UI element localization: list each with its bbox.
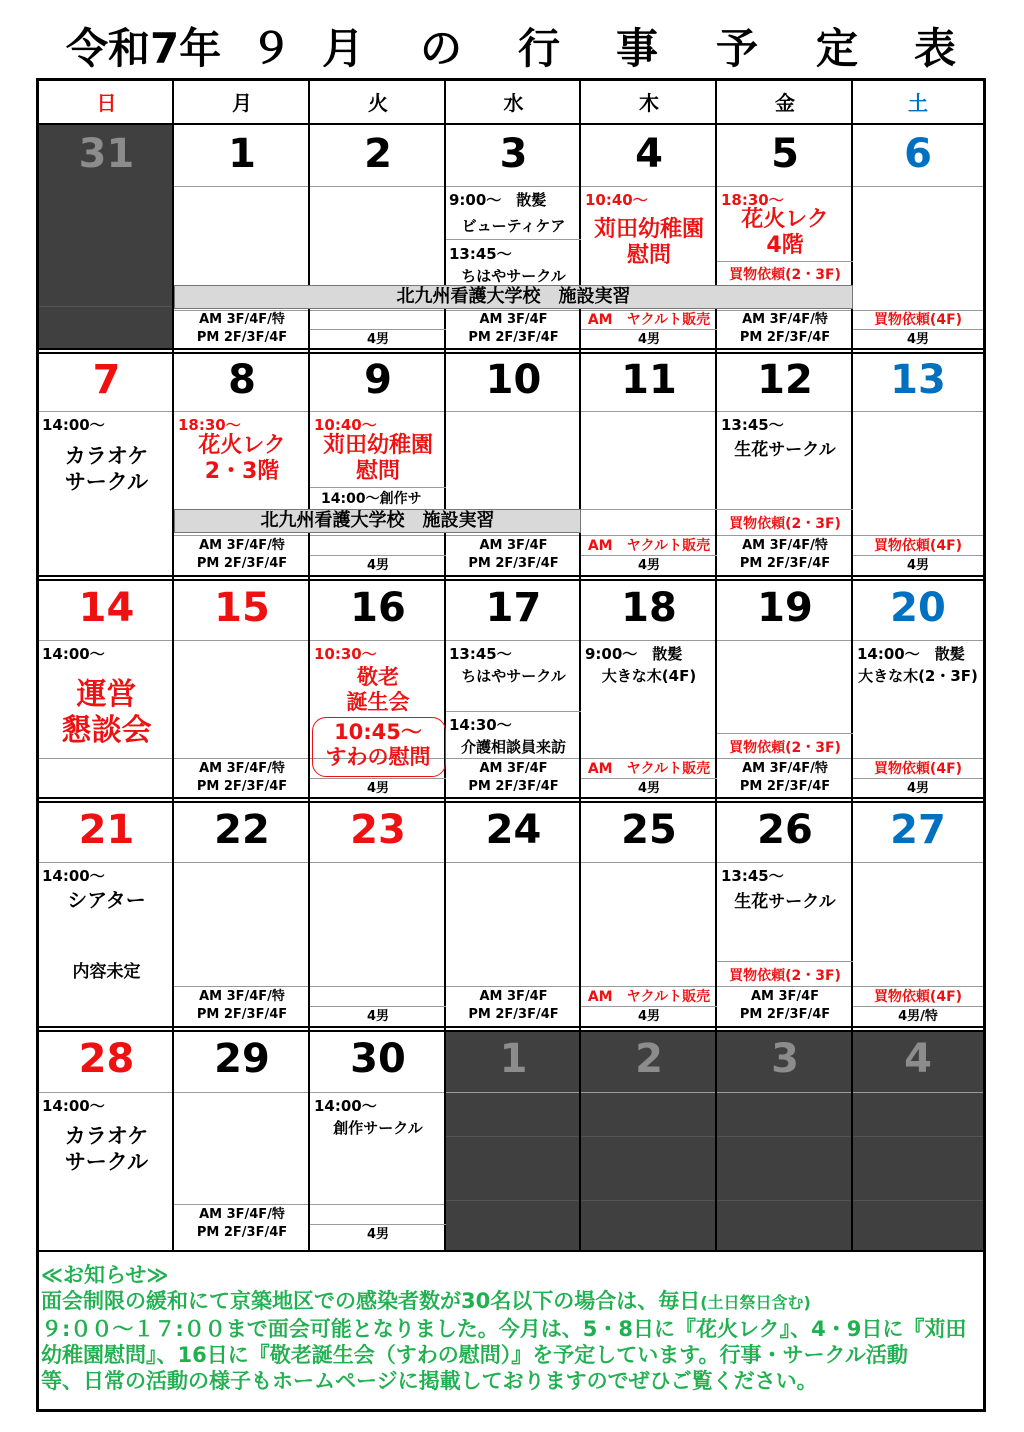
event-time: 18:30～ [721, 191, 784, 209]
title-char: 事 [616, 24, 659, 73]
floor-am: AM 3F/4F [479, 312, 548, 327]
event-name: 苅田幼稚園 [593, 217, 704, 242]
day-number: 4 [904, 1036, 932, 1082]
floor-men: 4男 [366, 332, 390, 347]
floor-am: AM 3F/4F/特 [199, 989, 285, 1004]
event-time: 9:00～ 散髪 [449, 191, 547, 209]
floor-pm: PM 2F/3F/4F [196, 330, 288, 345]
event-time: 14:00～ [42, 867, 105, 885]
floor-pm: PM 2F/3F/4F [468, 556, 559, 571]
floor-men: 4男 [637, 781, 661, 796]
day-number: 12 [757, 357, 813, 403]
floor-pm: PM 2F/3F/4F [196, 1007, 288, 1022]
notice-line: 面会制限の緩和にて京築地区での感染者数が30名以下の場合は、毎日(土日祭日含む) [41, 1289, 811, 1313]
event-name: 大きな木(2・3F) [858, 667, 978, 685]
page-title [0, 20, 1024, 78]
floor-am: AM 3F/4F/特 [199, 761, 285, 776]
day-number: 1 [499, 1036, 528, 1082]
day-number: 25 [621, 807, 677, 853]
shopping-request: 買物依頼(4F) [873, 312, 963, 328]
weekday-thu: 木 [639, 91, 659, 115]
title-char: 予 [716, 24, 759, 73]
event-name: 生花サークル [734, 892, 836, 912]
floor-am: AM 3F/4F [479, 538, 548, 553]
floor-am: AM 3F/4F [479, 761, 548, 776]
day-number: 8 [228, 357, 256, 403]
event-name: 花火レク [741, 207, 829, 232]
event-name: ちはやサークル [461, 267, 566, 285]
event-time: 14:00～ [42, 645, 105, 663]
event-name: ちはやサークル [461, 667, 566, 685]
event-name: 苅田幼稚園 [322, 433, 433, 458]
event-time: 14:00～ [42, 1097, 105, 1115]
floor-men: 4男 [906, 558, 930, 573]
event-name: ビューティケア [461, 217, 566, 235]
floor-am: AM 3F/4F/特 [742, 761, 828, 776]
yakult-sale: AM ヤクルト販売 [587, 538, 711, 554]
event-time: 10:40～ [314, 416, 377, 434]
event-name: 敬老 [357, 665, 399, 689]
notice-box [41, 1262, 981, 1394]
floor-men: 4男 [637, 332, 661, 347]
event-name: 慰問 [626, 243, 671, 268]
shopping-request: 買物依頼(2・3F) [729, 740, 841, 756]
shopping-request: 買物依頼(4F) [873, 761, 963, 777]
day-number: 1 [228, 131, 256, 177]
floor-am: AM 3F/4F/特 [199, 538, 285, 553]
floor-men: 4男 [906, 781, 930, 796]
shopping-request: 買物依頼(2・3F) [729, 516, 841, 532]
floor-pm: PM 2F/3F/4F [196, 556, 288, 571]
day-number: 14 [78, 585, 135, 631]
event-name: 花火レク [198, 433, 286, 458]
title-month: ９ [250, 24, 293, 73]
day-number: 28 [78, 1036, 135, 1082]
day-number: 20 [890, 585, 946, 631]
floor-am: AM 3F/4F/特 [199, 1207, 285, 1222]
yakult-sale: AM ヤクルト販売 [587, 312, 711, 328]
event-time: 10:30～ [314, 645, 377, 663]
event-time: 13:45～ [721, 867, 784, 885]
day-number: 21 [78, 807, 135, 853]
day-number: 24 [485, 807, 542, 853]
floor-pm: PM 2F/3F/4F [468, 779, 559, 794]
event-name: 大きな木(4F) [601, 667, 697, 685]
day-number: 7 [92, 357, 121, 403]
weekday-sun: 日 [96, 91, 117, 115]
event-name: 慰問 [355, 459, 400, 484]
notice-line: 等、日常の活動の様子もホームページに掲載しておりますのでぜひご覧ください。 [41, 1369, 818, 1393]
day-number: 16 [350, 585, 406, 631]
shopping-request: 買物依頼(4F) [873, 989, 963, 1005]
weekday-fri: 金 [775, 91, 795, 115]
title-char: 表 [914, 24, 957, 73]
day-number: 13 [890, 357, 946, 403]
event-name: 4階 [766, 233, 804, 258]
shopping-request: 買物依頼(4F) [873, 538, 963, 554]
event-name: 運営 [76, 677, 137, 712]
nursing-practice-band: 北九州看護大学校 施設実習 [174, 285, 853, 309]
floor-pm: PM 2F/3F/4F [196, 1225, 288, 1240]
event-name: 創作サークル [333, 1119, 423, 1137]
day-number: 26 [757, 807, 813, 853]
day-number: 30 [350, 1036, 406, 1082]
day-number: 6 [904, 131, 932, 177]
day-number: 10 [485, 357, 542, 403]
title-year: 令和7年 [66, 24, 222, 73]
floor-pm: PM 2F/3F/4F [739, 779, 831, 794]
day-number: 15 [214, 585, 270, 631]
yakult-sale: AM ヤクルト販売 [587, 989, 711, 1005]
event-time: 13:45～ [449, 645, 512, 663]
day-number: 29 [214, 1036, 270, 1082]
event-time: 14:30～ [449, 716, 512, 734]
floor-pm: PM 2F/3F/4F [739, 1007, 831, 1022]
day-number: 9 [364, 357, 392, 403]
day-number: 18 [621, 585, 677, 631]
event-name: 10:45～ [334, 720, 422, 744]
floor-men: 4男 [637, 1009, 661, 1024]
title-char: 定 [816, 24, 859, 73]
floor-pm: PM 2F/3F/4F [739, 330, 831, 345]
title-char: の [420, 24, 463, 73]
day-number: 11 [621, 357, 677, 403]
event-time: 18:30～ [178, 416, 241, 434]
event-extra: 14:00～創作サ [321, 491, 422, 507]
yakult-sale: AM ヤクルト販売 [587, 761, 711, 777]
floor-pm: PM 2F/3F/4F [739, 556, 831, 571]
floor-am: AM 3F/4F/特 [742, 312, 828, 327]
weekday-wed: 水 [503, 91, 524, 115]
day-number: 31 [78, 131, 135, 177]
day-number: 3 [771, 1036, 799, 1082]
notice-line: 幼稚園慰問』、16日に『敬老誕生会（すわの慰問）』を予定しています。行事・サークル活動 [41, 1343, 908, 1367]
event-name: シアター [67, 888, 146, 912]
event-name: カラオケ [64, 444, 149, 468]
floor-pm: PM 2F/3F/4F [468, 1007, 559, 1022]
floor-pm: PM 2F/3F/4F [196, 779, 288, 794]
day-number: 27 [890, 807, 946, 853]
floor-pm: PM 2F/3F/4F [468, 330, 559, 345]
floor-men: 4男 [366, 558, 390, 573]
day-number: 22 [214, 807, 270, 853]
floor-am: AM 3F/4F [479, 989, 548, 1004]
event-time: 14:00～ [314, 1097, 377, 1115]
event-time: 13:45～ [449, 245, 512, 263]
floor-am: AM 3F/4F [750, 989, 820, 1004]
event-name: 介護相談員来訪 [460, 738, 566, 756]
weekday-mon: 月 [232, 91, 252, 115]
notice-line: ９:００～１７:００まで面会可能となりました。今月は、5・8日に『花火レク』、4・9日に『苅田 [41, 1317, 967, 1341]
notice-heading: ≪お知らせ≫ [41, 1263, 169, 1287]
event-name: すわの慰問 [325, 745, 431, 769]
floor-am: AM 3F/4F/特 [742, 538, 828, 553]
day-number: 19 [757, 585, 813, 631]
day-number: 17 [485, 585, 542, 631]
day-number: 5 [771, 131, 799, 177]
day-number: 4 [635, 131, 663, 177]
day-number: 3 [499, 131, 528, 177]
event-time: 14:00～ 散髪 [857, 645, 965, 663]
event-time: 14:00～ [42, 416, 105, 434]
floor-men: 4男 [906, 332, 930, 347]
floor-men: 4男 [366, 1227, 390, 1242]
event-time: 10:40～ [585, 191, 648, 209]
title-char: 月 [322, 24, 365, 73]
floor-men: 4男/特 [898, 1009, 938, 1024]
event-name: 生花サークル [734, 440, 836, 460]
calendar [36, 78, 986, 1412]
day-number: 2 [364, 131, 392, 177]
day-number: 23 [350, 807, 406, 853]
event-name: カラオケ [64, 1124, 149, 1148]
event-name: サークル [64, 1150, 149, 1174]
event-time: 13:45～ [721, 416, 784, 434]
floor-am: AM 3F/4F/特 [199, 312, 285, 327]
event-name: 懇談会 [61, 713, 152, 748]
shopping-request: 買物依頼(2・3F) [729, 267, 841, 283]
event-name: 誕生会 [346, 690, 410, 714]
day-number: 2 [635, 1036, 663, 1082]
event-time: 9:00～ 散髪 [585, 645, 683, 663]
event-note: 内容未定 [72, 962, 141, 982]
weekday-tue: 火 [368, 91, 388, 115]
floor-men: 4男 [637, 558, 661, 573]
event-name: サークル [64, 470, 149, 494]
floor-men: 4男 [366, 1009, 390, 1024]
event-name: 2・3階 [204, 459, 280, 484]
shopping-request: 買物依頼(2・3F) [729, 968, 841, 984]
floor-men: 4男 [366, 781, 390, 796]
nursing-practice-band: 北九州看護大学校 施設実習 [174, 509, 581, 533]
title-char: 行 [518, 24, 561, 73]
weekday-sat: 土 [908, 91, 928, 115]
